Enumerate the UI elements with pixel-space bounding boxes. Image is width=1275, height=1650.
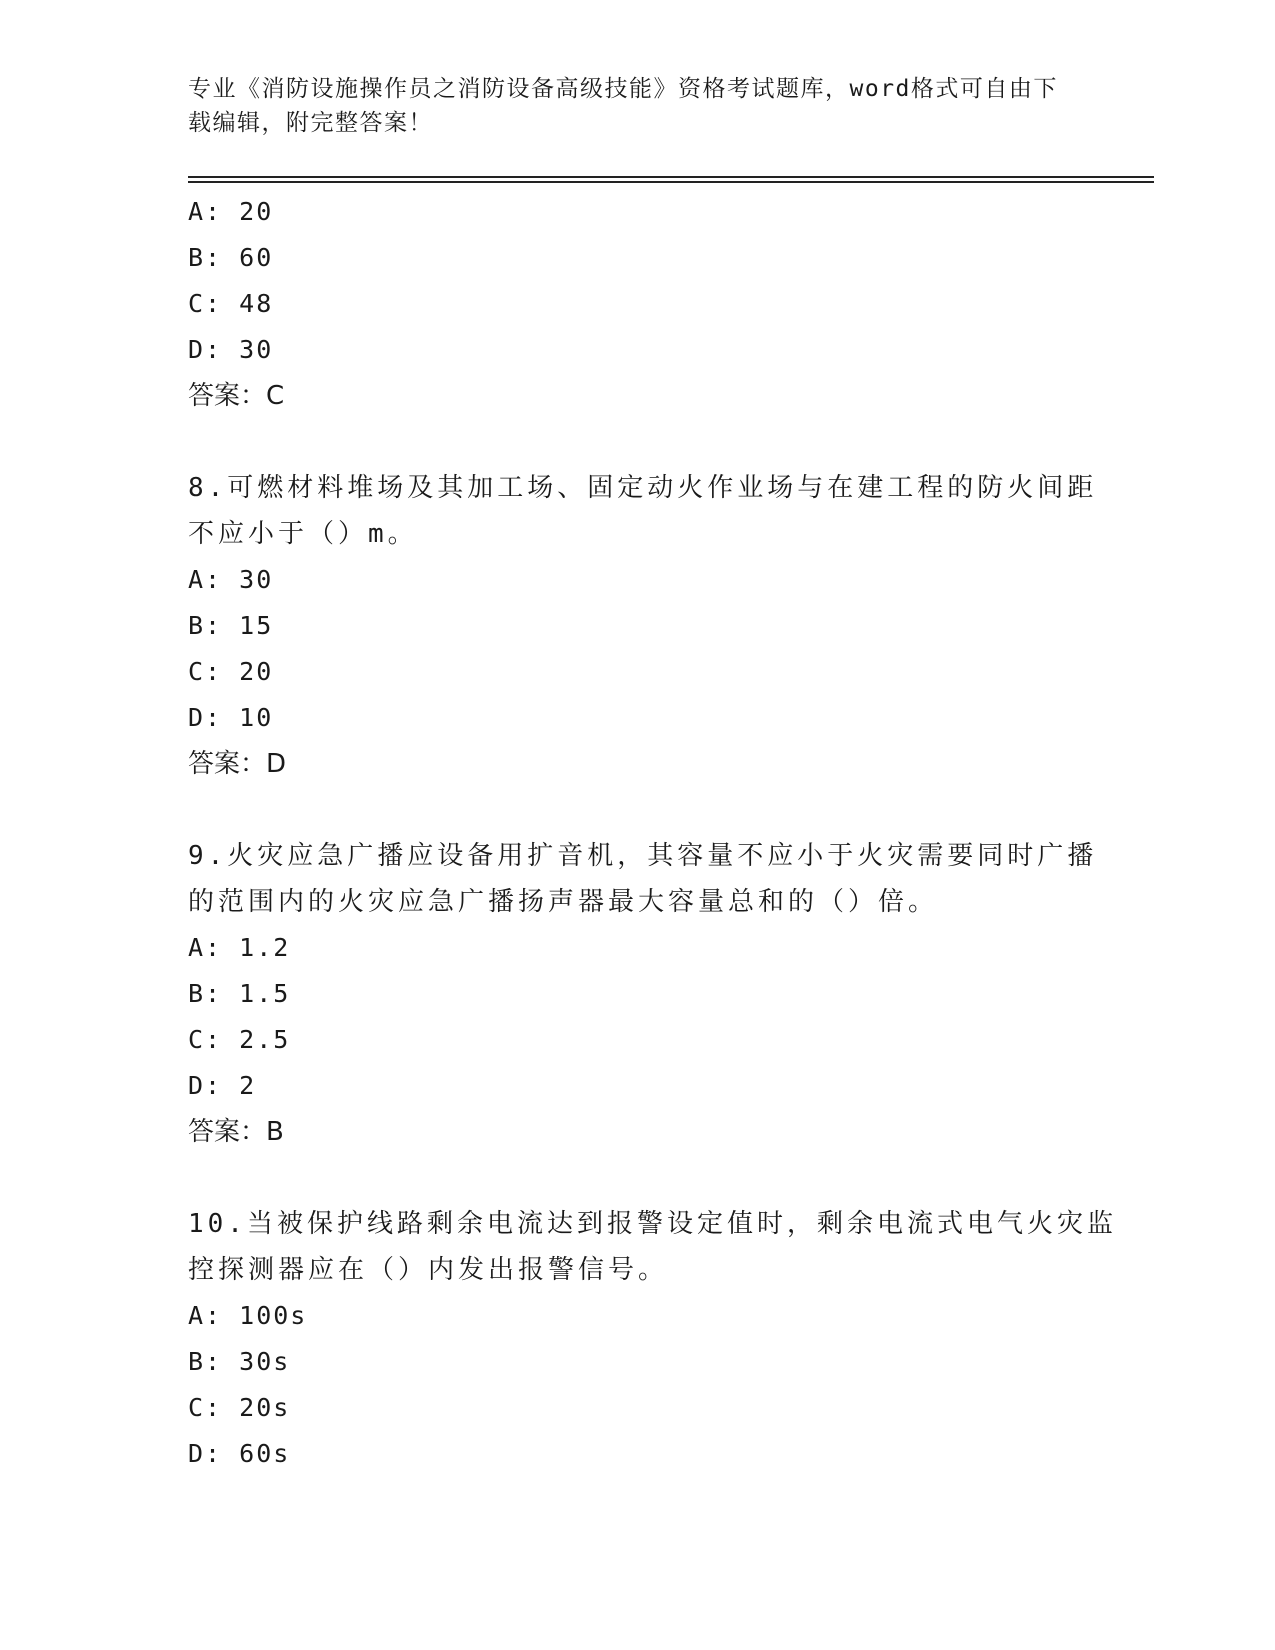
document-header <box>188 72 1088 140</box>
question-10-options <box>188 1293 1088 1477</box>
question-8-options <box>188 557 1088 787</box>
question-list <box>188 189 1117 1477</box>
option-c: C: 20 <box>188 657 274 686</box>
option-d: D: 30 <box>188 335 274 364</box>
answer-line: 答案：B <box>188 1117 284 1147</box>
answer-line: 答案：D <box>188 749 287 779</box>
option-a: A: 1.2 <box>188 933 291 962</box>
option-c: C: 2.5 <box>188 1025 291 1054</box>
option-b: B: 30s <box>188 1347 291 1376</box>
option-d: D: 60s <box>188 1439 291 1468</box>
header-divider-bottom <box>188 181 1154 183</box>
option-d: D: 10 <box>188 703 274 732</box>
question-8-text <box>188 465 1098 557</box>
option-d: D: 2 <box>188 1071 257 1100</box>
question-9-text <box>188 833 1098 925</box>
question-10-text <box>188 1201 1117 1293</box>
question-7-options <box>188 189 1088 419</box>
question-line: 10.当被保护线路剩余电流达到报警设定值时，剩余电流式电气火灾监 <box>188 1209 1117 1239</box>
option-b: B: 1.5 <box>188 979 291 1008</box>
question-line: 不应小于（）m。 <box>188 519 418 549</box>
option-a: A: 20 <box>188 197 274 226</box>
question-line: 9.火灾应急广播应设备用扩音机，其容量不应小于火灾需要同时广播 <box>188 841 1098 871</box>
option-a: A: 30 <box>188 565 274 594</box>
header-line-2: 载编辑，附完整答案！ <box>188 110 433 136</box>
answer-line: 答案：C <box>188 381 285 411</box>
option-b: B: 15 <box>188 611 274 640</box>
question-line: 的范围内的火灾应急广播扬声器最大容量总和的（）倍。 <box>188 887 939 917</box>
question-line: 控探测器应在（）内发出报警信号。 <box>188 1255 669 1285</box>
option-c: C: 48 <box>188 289 274 318</box>
header-line-1: 专业《消防设施操作员之消防设备高级技能》资格考试题库，word格式可自由下 <box>188 76 1058 102</box>
header-divider-top <box>188 176 1154 178</box>
question-9-options <box>188 925 1088 1155</box>
option-c: C: 20s <box>188 1393 291 1422</box>
option-b: B: 60 <box>188 243 274 272</box>
question-line: 8.可燃材料堆场及其加工场、固定动火作业场与在建工程的防火间距 <box>188 473 1098 503</box>
option-a: A: 100s <box>188 1301 308 1330</box>
